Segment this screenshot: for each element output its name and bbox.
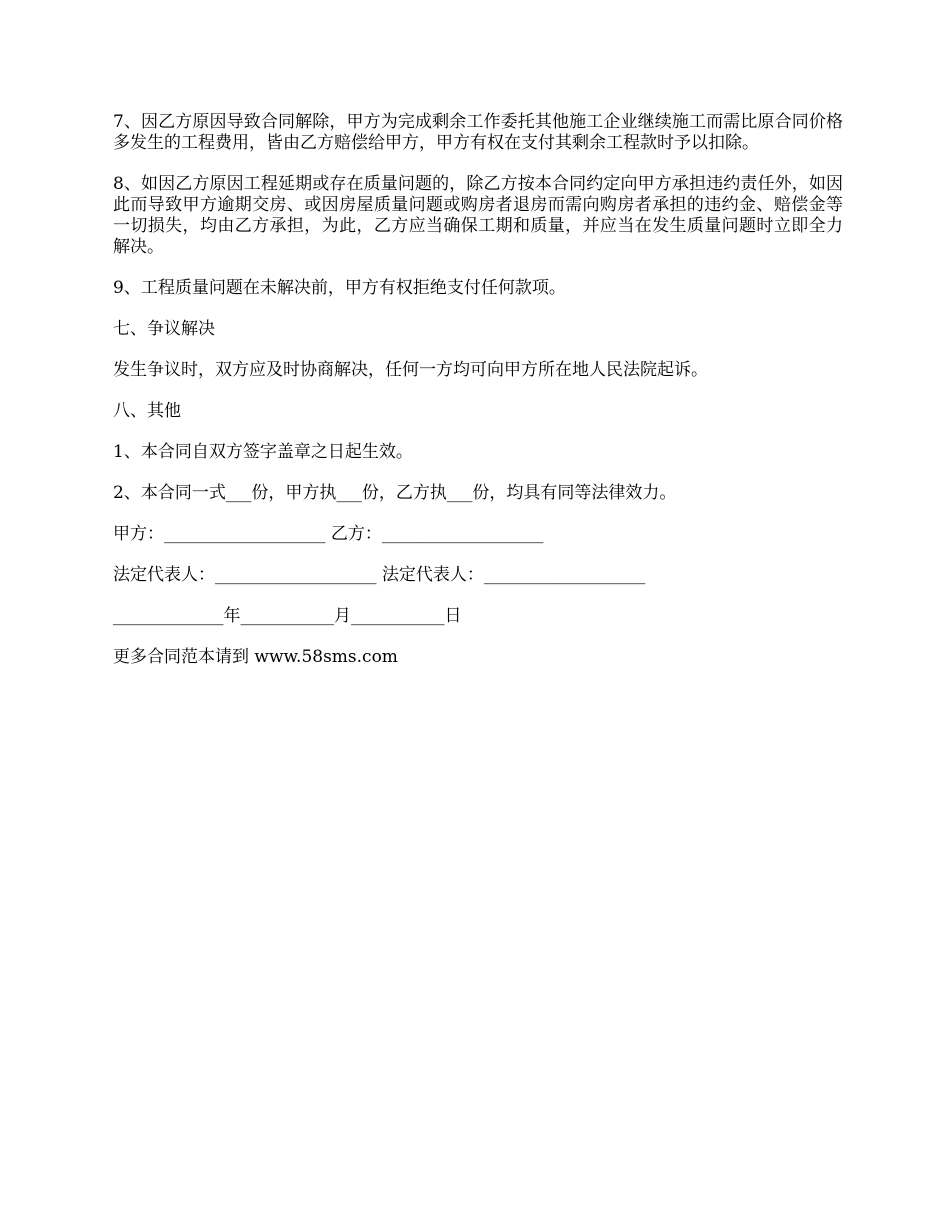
section-7-heading: 七、争议解决: [113, 319, 215, 339]
item-1: 1、本合同自双方签字盖章之日起生效。: [113, 442, 413, 462]
representatives-line: 法定代表人：___________________ 法定代表人：___________________: [113, 565, 646, 585]
item-2: 2、本合同一式___份，甲方执___份，乙方执___份，均具有同等法律效力。: [113, 483, 677, 503]
section-8-heading: 八、其他: [113, 401, 181, 421]
clause-9: 9、工程质量问题在未解决前，甲方有权拒绝支付任何款项。: [113, 278, 566, 298]
parties-line: 甲方：___________________ 乙方：___________________: [113, 524, 544, 544]
clause-8: 8、如因乙方原因工程延期或存在质量问题的，除乙方按本合同约定向甲方承担违约责任外，如因此而导致甲方逾期交房、或因房屋质量问题或购房者退房而需向购房者承担的违约金、赔偿金等一切损失，均由乙方承担，为此，乙方应当确保工期和质量，并应当在发生质量问题时立即全力解决。: [113, 174, 843, 257]
date-line: _____________年___________月___________日: [113, 606, 462, 626]
section-7-body: 发生争议时，双方应及时协商解决，任何一方均可向甲方所在地人民法院起诉。: [113, 360, 708, 380]
clause-7: 7、因乙方原因导致合同解除，甲方为完成剩余工作委托其他施工企业继续施工而需比原合同价格多发生的工程费用，皆由乙方赔偿给甲方，甲方有权在支付其剩余工程款时予以扣除。: [113, 112, 843, 153]
document-page: [113, 112, 843, 688]
footer-note: 更多合同范本请到 www.58sms.com: [113, 647, 398, 667]
